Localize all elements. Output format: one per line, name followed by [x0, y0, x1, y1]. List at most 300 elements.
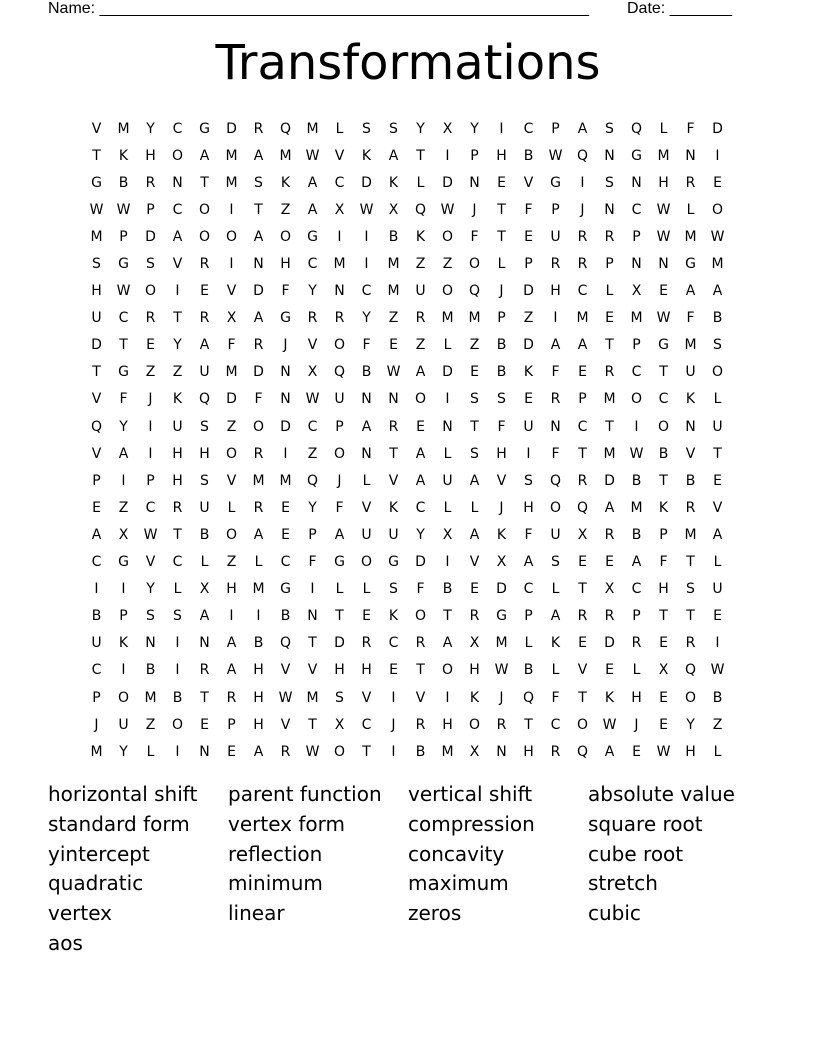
grid-letter[interactable]: J — [472, 201, 477, 218]
grid-letter[interactable]: R — [685, 499, 696, 516]
grid-letter[interactable]: M — [387, 256, 400, 273]
grid-letter[interactable]: U — [199, 499, 210, 516]
grid-letter[interactable]: R — [604, 526, 615, 543]
grid-letter[interactable]: B — [415, 743, 426, 760]
grid-letter[interactable]: O — [333, 743, 346, 760]
grid-letter[interactable]: I — [580, 174, 585, 191]
grid-letter[interactable]: Z — [226, 418, 237, 435]
grid-letter[interactable]: M — [684, 228, 697, 245]
grid-letter[interactable]: R — [199, 662, 210, 679]
grid-letter[interactable]: G — [334, 554, 345, 571]
grid-letter[interactable]: E — [524, 391, 533, 408]
grid-letter[interactable]: S — [686, 581, 695, 598]
grid-letter[interactable]: W — [116, 201, 131, 218]
grid-letter[interactable]: T — [308, 635, 317, 652]
grid-letter[interactable]: V — [91, 120, 102, 137]
grid-letter[interactable]: E — [362, 608, 371, 625]
grid-letter[interactable]: I — [229, 608, 234, 625]
grid-letter[interactable]: Z — [226, 554, 237, 571]
grid-letter[interactable]: Q — [522, 689, 535, 706]
grid-letter[interactable]: E — [659, 716, 668, 733]
grid-letter[interactable]: S — [524, 472, 533, 489]
grid-letter[interactable]: O — [414, 608, 427, 625]
grid-letter[interactable]: X — [388, 201, 399, 218]
grid-letter[interactable]: I — [364, 228, 369, 245]
grid-letter[interactable]: S — [713, 337, 722, 354]
grid-letter[interactable]: R — [253, 120, 264, 137]
grid-letter[interactable]: R — [253, 445, 264, 462]
grid-letter[interactable]: D — [604, 472, 615, 489]
grid-letter[interactable]: G — [280, 310, 291, 327]
grid-letter[interactable]: P — [632, 228, 641, 245]
grid-letter[interactable]: P — [92, 689, 101, 706]
grid-letter[interactable]: Y — [362, 310, 371, 327]
grid-letter[interactable]: U — [361, 526, 372, 543]
grid-letter[interactable]: M — [603, 391, 616, 408]
grid-letter[interactable]: I — [175, 635, 180, 652]
grid-letter[interactable]: X — [469, 635, 480, 652]
grid-letter[interactable]: M — [279, 147, 292, 164]
grid-letter[interactable]: C — [361, 283, 372, 300]
grid-letter[interactable]: R — [253, 337, 264, 354]
grid-letter[interactable]: G — [307, 228, 318, 245]
grid-letter[interactable]: T — [416, 662, 425, 679]
grid-letter[interactable]: R — [550, 256, 561, 273]
grid-letter[interactable]: Y — [416, 120, 425, 137]
grid-letter[interactable]: F — [362, 337, 371, 354]
grid-letter[interactable]: G — [388, 554, 399, 571]
grid-letter[interactable]: U — [172, 418, 183, 435]
grid-letter[interactable]: A — [172, 228, 183, 245]
grid-letter[interactable]: T — [173, 310, 182, 327]
grid-letter[interactable]: B — [388, 228, 399, 245]
grid-letter[interactable]: N — [388, 391, 399, 408]
grid-letter[interactable]: C — [172, 554, 183, 571]
grid-letter[interactable]: M — [630, 310, 643, 327]
grid-letter[interactable]: N — [469, 174, 480, 191]
grid-letter[interactable]: H — [280, 256, 291, 273]
grid-letter[interactable]: O — [198, 228, 211, 245]
grid-letter[interactable]: M — [495, 635, 508, 652]
grid-letter[interactable]: H — [199, 445, 210, 462]
grid-letter[interactable]: R — [145, 310, 156, 327]
grid-letter[interactable]: R — [604, 228, 615, 245]
grid-letter[interactable]: T — [686, 608, 695, 625]
grid-letter[interactable]: Q — [279, 120, 292, 137]
grid-letter[interactable]: B — [631, 472, 642, 489]
grid-letter[interactable]: O — [414, 391, 427, 408]
grid-letter[interactable]: P — [119, 228, 128, 245]
grid-letter[interactable]: D — [523, 283, 534, 300]
grid-letter[interactable]: Z — [280, 201, 291, 218]
grid-letter[interactable]: T — [659, 364, 668, 381]
grid-letter[interactable]: U — [388, 526, 399, 543]
grid-letter[interactable]: X — [442, 120, 453, 137]
grid-letter[interactable]: Q — [549, 472, 562, 489]
grid-letter[interactable]: A — [469, 472, 480, 489]
grid-letter[interactable]: T — [443, 608, 452, 625]
grid-letter[interactable]: L — [524, 635, 533, 652]
grid-letter[interactable]: U — [91, 635, 102, 652]
grid-letter[interactable]: O — [711, 201, 724, 218]
grid-letter[interactable]: E — [470, 581, 479, 598]
grid-letter[interactable]: G — [91, 174, 102, 191]
grid-letter[interactable]: V — [469, 554, 480, 571]
grid-letter[interactable]: F — [227, 337, 236, 354]
grid-letter[interactable]: T — [578, 689, 587, 706]
grid-letter[interactable]: E — [713, 608, 722, 625]
grid-letter[interactable]: S — [470, 445, 479, 462]
grid-letter[interactable]: K — [388, 174, 399, 191]
grid-letter[interactable]: H — [658, 174, 669, 191]
grid-letter[interactable]: Q — [684, 662, 697, 679]
grid-letter[interactable]: Z — [145, 364, 156, 381]
grid-letter[interactable]: V — [361, 499, 372, 516]
grid-letter[interactable]: B — [712, 310, 723, 327]
grid-letter[interactable]: L — [443, 499, 452, 516]
grid-letter[interactable]: T — [92, 147, 101, 164]
grid-letter[interactable]: W — [305, 743, 320, 760]
grid-letter[interactable]: U — [334, 391, 345, 408]
grid-letter[interactable]: E — [281, 499, 290, 516]
grid-letter[interactable]: T — [497, 228, 506, 245]
grid-letter[interactable]: I — [94, 581, 99, 598]
grid-letter[interactable]: P — [92, 472, 101, 489]
grid-letter[interactable]: X — [307, 364, 318, 381]
grid-letter[interactable]: K — [118, 635, 129, 652]
grid-letter[interactable]: A — [253, 526, 264, 543]
grid-letter[interactable]: J — [337, 472, 342, 489]
grid-letter[interactable]: Z — [712, 716, 723, 733]
grid-letter[interactable]: Z — [388, 310, 399, 327]
grid-letter[interactable]: R — [280, 743, 291, 760]
grid-letter[interactable]: V — [280, 662, 291, 679]
grid-letter[interactable]: H — [631, 689, 642, 706]
grid-letter[interactable]: F — [119, 391, 128, 408]
grid-letter[interactable]: M — [306, 120, 319, 137]
grid-letter[interactable]: M — [468, 310, 481, 327]
grid-letter[interactable]: Y — [146, 120, 155, 137]
grid-letter[interactable]: F — [551, 445, 560, 462]
grid-letter[interactable]: I — [553, 310, 558, 327]
grid-letter[interactable]: K — [388, 608, 399, 625]
grid-letter[interactable]: Q — [414, 201, 427, 218]
grid-letter[interactable]: Q — [198, 391, 211, 408]
grid-letter[interactable]: Z — [172, 364, 183, 381]
grid-letter[interactable]: V — [685, 445, 696, 462]
grid-letter[interactable]: J — [634, 716, 639, 733]
grid-letter[interactable]: E — [632, 743, 641, 760]
grid-letter[interactable]: P — [119, 608, 128, 625]
grid-letter[interactable]: V — [388, 472, 399, 489]
grid-letter[interactable]: D — [226, 391, 237, 408]
grid-letter[interactable]: W — [548, 147, 563, 164]
grid-letter[interactable]: V — [334, 147, 345, 164]
grid-letter[interactable]: C — [145, 499, 156, 516]
grid-letter[interactable]: M — [225, 174, 238, 191]
grid-letter[interactable]: C — [550, 716, 561, 733]
grid-letter[interactable]: R — [550, 743, 561, 760]
grid-letter[interactable]: Q — [576, 147, 589, 164]
grid-letter[interactable]: A — [226, 635, 237, 652]
grid-letter[interactable]: L — [497, 256, 506, 273]
grid-letter[interactable]: L — [470, 499, 479, 516]
grid-letter[interactable]: D — [226, 120, 237, 137]
grid-letter[interactable]: O — [441, 283, 454, 300]
grid-letter[interactable]: V — [280, 716, 291, 733]
grid-letter[interactable]: R — [631, 635, 642, 652]
grid-letter[interactable]: A — [199, 337, 210, 354]
grid-letter[interactable]: I — [121, 581, 126, 598]
grid-letter[interactable]: K — [685, 391, 696, 408]
grid-letter[interactable]: D — [361, 174, 372, 191]
grid-letter[interactable]: V — [145, 554, 156, 571]
grid-letter[interactable]: R — [415, 635, 426, 652]
grid-letter[interactable]: T — [605, 418, 614, 435]
grid-letter[interactable]: G — [118, 554, 129, 571]
grid-letter[interactable]: I — [445, 391, 450, 408]
grid-letter[interactable]: X — [442, 526, 453, 543]
grid-letter[interactable]: I — [526, 445, 531, 462]
grid-letter[interactable]: L — [713, 554, 722, 571]
grid-letter[interactable]: S — [605, 174, 614, 191]
grid-letter[interactable]: C — [631, 364, 642, 381]
grid-letter[interactable]: R — [334, 310, 345, 327]
grid-letter[interactable]: H — [145, 147, 156, 164]
grid-letter[interactable]: E — [713, 472, 722, 489]
grid-letter[interactable]: D — [415, 554, 426, 571]
grid-letter[interactable]: B — [172, 689, 183, 706]
grid-letter[interactable]: L — [551, 581, 560, 598]
grid-letter[interactable]: T — [308, 716, 317, 733]
grid-letter[interactable]: C — [172, 120, 183, 137]
grid-letter[interactable]: W — [656, 201, 671, 218]
grid-letter[interactable]: F — [686, 310, 695, 327]
grid-letter[interactable]: W — [710, 228, 725, 245]
grid-letter[interactable]: O — [468, 716, 481, 733]
grid-letter[interactable]: R — [577, 256, 588, 273]
grid-letter[interactable]: A — [388, 147, 399, 164]
grid-letter[interactable]: O — [684, 689, 697, 706]
grid-letter[interactable]: M — [684, 337, 697, 354]
grid-letter[interactable]: O — [441, 662, 454, 679]
grid-letter[interactable]: R — [199, 310, 210, 327]
grid-letter[interactable]: T — [659, 472, 668, 489]
grid-letter[interactable]: T — [470, 418, 479, 435]
grid-letter[interactable]: J — [499, 283, 504, 300]
grid-letter[interactable]: Y — [416, 526, 425, 543]
grid-letter[interactable]: I — [310, 581, 315, 598]
grid-letter[interactable]: Z — [145, 716, 156, 733]
grid-letter[interactable]: T — [335, 608, 344, 625]
grid-letter[interactable]: O — [171, 716, 184, 733]
grid-letter[interactable]: R — [685, 174, 696, 191]
grid-letter[interactable]: S — [470, 391, 479, 408]
grid-letter[interactable]: V — [577, 662, 588, 679]
grid-letter[interactable]: A — [226, 662, 237, 679]
grid-letter[interactable]: T — [578, 445, 587, 462]
grid-letter[interactable]: K — [280, 174, 291, 191]
grid-letter[interactable]: T — [659, 608, 668, 625]
grid-letter[interactable]: A — [334, 526, 345, 543]
grid-letter[interactable]: H — [334, 662, 345, 679]
grid-letter[interactable]: R — [577, 608, 588, 625]
grid-letter[interactable]: D — [604, 635, 615, 652]
grid-letter[interactable]: K — [469, 689, 480, 706]
grid-letter[interactable]: C — [91, 554, 102, 571]
grid-letter[interactable]: Y — [119, 418, 128, 435]
grid-letter[interactable]: R — [496, 716, 507, 733]
grid-letter[interactable]: R — [253, 499, 264, 516]
grid-letter[interactable]: T — [713, 445, 722, 462]
grid-letter[interactable]: W — [710, 662, 725, 679]
grid-letter[interactable]: Z — [307, 445, 318, 462]
grid-letter[interactable]: A — [712, 526, 723, 543]
grid-letter[interactable]: R — [415, 310, 426, 327]
grid-letter[interactable]: N — [442, 418, 453, 435]
grid-letter[interactable]: F — [659, 554, 668, 571]
grid-letter[interactable]: A — [199, 608, 210, 625]
grid-letter[interactable]: D — [442, 174, 453, 191]
grid-letter[interactable]: U — [712, 581, 723, 598]
grid-letter[interactable]: T — [497, 201, 506, 218]
grid-letter[interactable]: F — [416, 581, 425, 598]
grid-letter[interactable]: O — [441, 228, 454, 245]
grid-letter[interactable]: I — [148, 418, 153, 435]
grid-letter[interactable]: O — [225, 445, 238, 462]
grid-letter[interactable]: N — [631, 256, 642, 273]
grid-letter[interactable]: V — [91, 391, 102, 408]
grid-letter[interactable]: W — [359, 201, 374, 218]
grid-letter[interactable]: M — [576, 310, 589, 327]
grid-letter[interactable]: O — [225, 228, 238, 245]
grid-letter[interactable]: B — [361, 364, 372, 381]
grid-letter[interactable]: P — [497, 310, 506, 327]
grid-letter[interactable]: K — [415, 228, 426, 245]
grid-letter[interactable]: L — [443, 337, 452, 354]
grid-letter[interactable]: T — [200, 689, 209, 706]
grid-letter[interactable]: H — [658, 581, 669, 598]
grid-letter[interactable]: E — [227, 743, 236, 760]
grid-letter[interactable]: A — [469, 526, 480, 543]
grid-letter[interactable]: T — [578, 581, 587, 598]
grid-letter[interactable]: Y — [173, 337, 182, 354]
grid-letter[interactable]: A — [361, 418, 372, 435]
grid-letter[interactable]: N — [199, 743, 210, 760]
grid-letter[interactable]: N — [172, 174, 183, 191]
grid-letter[interactable]: H — [226, 581, 237, 598]
grid-letter[interactable]: R — [685, 635, 696, 652]
grid-letter[interactable]: R — [604, 608, 615, 625]
grid-letter[interactable]: F — [497, 418, 506, 435]
grid-letter[interactable]: V — [226, 283, 237, 300]
grid-letter[interactable]: U — [685, 364, 696, 381]
grid-letter[interactable]: N — [685, 147, 696, 164]
grid-letter[interactable]: L — [632, 662, 641, 679]
grid-letter[interactable]: B — [91, 608, 102, 625]
grid-letter[interactable]: C — [658, 391, 669, 408]
grid-letter[interactable]: S — [362, 120, 371, 137]
grid-letter[interactable]: R — [226, 689, 237, 706]
grid-letter[interactable]: F — [281, 283, 290, 300]
grid-letter[interactable]: R — [577, 472, 588, 489]
grid-letter[interactable]: I — [445, 689, 450, 706]
grid-letter[interactable]: A — [577, 120, 588, 137]
grid-letter[interactable]: J — [499, 499, 504, 516]
grid-letter[interactable]: C — [415, 499, 426, 516]
grid-letter[interactable]: U — [523, 418, 534, 435]
grid-letter[interactable]: P — [632, 608, 641, 625]
grid-letter[interactable]: R — [415, 716, 426, 733]
grid-letter[interactable]: U — [199, 364, 210, 381]
grid-letter[interactable]: E — [713, 174, 722, 191]
grid-letter[interactable]: M — [441, 743, 454, 760]
grid-letter[interactable]: S — [200, 418, 209, 435]
grid-letter[interactable]: I — [715, 147, 720, 164]
grid-letter[interactable]: W — [494, 662, 509, 679]
grid-letter[interactable]: S — [389, 120, 398, 137]
grid-letter[interactable]: P — [470, 147, 479, 164]
grid-letter[interactable]: Q — [576, 499, 589, 516]
grid-letter[interactable]: A — [712, 283, 723, 300]
grid-letter[interactable]: S — [497, 391, 506, 408]
grid-letter[interactable]: O — [333, 337, 346, 354]
grid-letter[interactable]: E — [659, 689, 668, 706]
grid-letter[interactable]: B — [685, 472, 696, 489]
grid-letter[interactable]: I — [445, 554, 450, 571]
grid-letter[interactable]: L — [335, 581, 344, 598]
grid-letter[interactable]: X — [496, 554, 507, 571]
grid-letter[interactable]: N — [280, 364, 291, 381]
grid-letter[interactable]: T — [686, 554, 695, 571]
grid-letter[interactable]: A — [307, 201, 318, 218]
grid-letter[interactable]: H — [361, 662, 372, 679]
grid-letter[interactable]: T — [92, 364, 101, 381]
grid-letter[interactable]: X — [118, 526, 129, 543]
grid-letter[interactable]: D — [442, 364, 453, 381]
grid-letter[interactable]: H — [523, 743, 534, 760]
grid-letter[interactable]: Y — [686, 716, 695, 733]
grid-letter[interactable]: U — [550, 526, 561, 543]
grid-letter[interactable]: I — [229, 256, 234, 273]
grid-letter[interactable]: K — [361, 147, 372, 164]
grid-letter[interactable]: J — [580, 201, 585, 218]
grid-letter[interactable]: F — [308, 554, 317, 571]
grid-letter[interactable]: G — [631, 147, 642, 164]
grid-letter[interactable]: X — [577, 526, 588, 543]
grid-letter[interactable]: C — [388, 635, 399, 652]
grid-letter[interactable]: H — [496, 445, 507, 462]
grid-letter[interactable]: V — [172, 256, 183, 273]
grid-letter[interactable]: Y — [308, 283, 317, 300]
grid-letter[interactable]: D — [91, 337, 102, 354]
grid-letter[interactable]: E — [281, 526, 290, 543]
grid-letter[interactable]: M — [117, 120, 130, 137]
grid-letter[interactable]: T — [524, 716, 533, 733]
grid-letter[interactable]: P — [146, 201, 155, 218]
grid-letter[interactable]: T — [200, 174, 209, 191]
grid-letter[interactable]: P — [524, 256, 533, 273]
grid-letter[interactable]: N — [604, 147, 615, 164]
grid-letter[interactable]: F — [524, 526, 533, 543]
grid-letter[interactable]: C — [172, 201, 183, 218]
grid-letter[interactable]: N — [361, 391, 372, 408]
grid-letter[interactable]: J — [148, 391, 153, 408]
grid-letter[interactable]: I — [364, 256, 369, 273]
grid-letter[interactable]: A — [523, 554, 534, 571]
grid-letter[interactable]: W — [305, 147, 320, 164]
grid-letter[interactable]: A — [415, 445, 426, 462]
